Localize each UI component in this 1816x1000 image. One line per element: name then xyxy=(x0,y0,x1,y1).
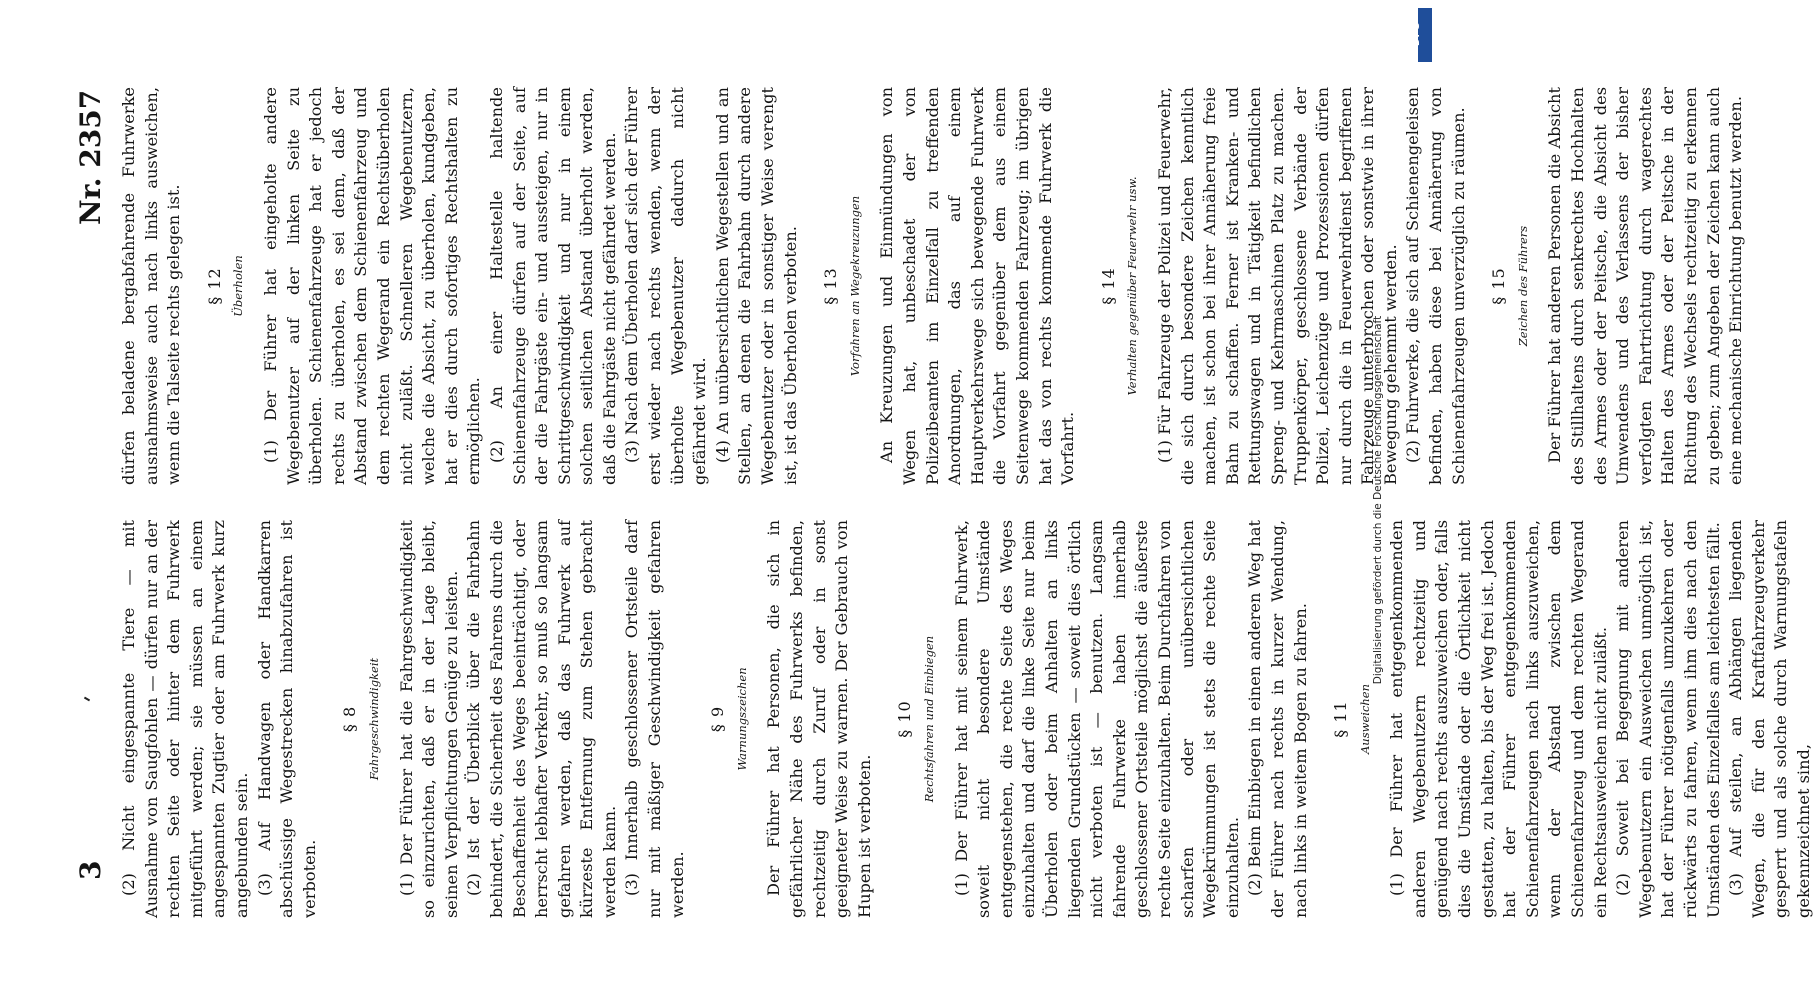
credit-text: Digitalisierung gefördert durch die Deutsche Forschungsgemeinschaft xyxy=(1372,315,1384,685)
print-mark xyxy=(84,697,90,702)
paragraph: (1) Der Führer hat entgegenkommenden anderen Wegebenutzern rechtzeitig und genügend nach rechts auszuweichen oder, falls dies die Umstände oder die Örtlichkeit nicht gestatten, zu halten, bis der Weg frei ist. Jedoch hat der Führer entgegenkommenden Schienenfahrzeugen nach links auszuweichen, wenn der Abstand zwischen dem Schienenfahrzeug und dem rechten Wegerand ein Rechtsausweichen nicht zuläßt. xyxy=(1387,520,1610,918)
paragraph: dürfen beladene bergabfahrende Fuhrwerke ausnahmsweise auch nach links ausweichen, wenn die Talseite rechts gelegen ist. xyxy=(119,87,184,485)
section-number: § 15 xyxy=(1489,267,1509,305)
section-title: Ausweichen xyxy=(1357,684,1372,754)
section-title: Vorfahren an Wegekreuzungen xyxy=(847,195,862,377)
paragraph: (3) Auf steilen, an Abhängen liegenden Wegen, die für den Kraftfahrzeugverkehr gesperrt und als solche durch Warnungstafeln gekennzeichnet sind, xyxy=(1726,520,1813,918)
text-column-right xyxy=(118,87,1748,485)
section-number: § 14 xyxy=(1098,267,1118,305)
section-number: § 12 xyxy=(204,267,224,305)
dfg-logo xyxy=(1412,8,1432,62)
paragraph: (3) Innerhalb geschlossener Ortsteile darf nur mit mäßiger Geschwindigkeit gefahren werden. xyxy=(622,520,687,918)
section-title: Rechtsfahren und Einbiegen xyxy=(922,635,936,803)
paragraph: (1) Der Führer hat die Fahrgeschwindigkeit so einzurichten, daß er in der Lage bleibt, seinen Verpflichtungen Genüge zu leisten. xyxy=(396,520,461,918)
paragraph: An Kreuzungen und Einmündungen von Wegen hat, unbeschadet der von Polizeibeamten im Einzelfall zu treffenden Anordnungen, das auf einem Hauptverkehrswege sich bewegende Fuhrwerk die Vorfahrt gegenüber dem aus einem Seitenwege kommenden Fahrzeug; im übrigen hat das von rechts kommende Fuhrwerk die Vorfahrt. xyxy=(877,87,1078,485)
digitization-credit xyxy=(1328,0,1428,1000)
section-title: Verhalten gegenüber Feuerwehr usw. xyxy=(1125,176,1140,396)
page-number: 3 xyxy=(74,860,107,880)
section-title: Überholen xyxy=(231,255,246,317)
paragraph: (2) Beim Einbiegen in einen anderen Weg hat der Führer nach rechts in kurzer Wendung, nach links in weitem Bogen zu fahren. xyxy=(1245,520,1310,918)
paragraph: (2) Nicht eingespannte Tiere — mit Ausnahme von Saugfohlen — dürfen nur an der rechten Seite oder hinter dem Fuhrwerk mitgeführt werden; sie müssen an einem angespannten Zugtier oder am Fuhrwerk kurz angebunden sein. xyxy=(119,520,251,918)
paragraph: (1) Der Führer hat mit seinem Fuhrwerk, soweit nicht besondere Umstände entgegenstehen, die rechte Seite des Weges einzuhalten und darf die linke Seite nur beim Überholen oder beim Anhalten an links liegenden Grundstücken — soweit dies örtlich nicht verboten ist — benutzen. Langsam fahrende Fuhrwerke haben innerhalb geschlossener Ortsteile möglichst die äußerste rechte Seite einzuhalten. Beim Durchfahren von scharfen oder unübersichtlichen Wegekrümmungen ist stets die rechte Seite einzuhalten. xyxy=(951,520,1242,918)
paragraph: (3) Nach dem Überholen darf sich der Führer erst wieder nach rechts wenden, wenn der überholte Wegebenutzer dadurch nicht gefährdet wird. xyxy=(622,87,710,485)
issue-number: Nr. 2357 xyxy=(74,89,107,225)
section-title: Fahrgeschwindigkeit xyxy=(366,657,381,781)
paragraph: (2) Soweit bei Begegnung mit anderen Wegebenutzern ein Ausweichen unmöglich ist, hat der Führer nötigenfalls umzukehren oder rückwärts zu fahren, wenn ihm dies nach den Umständen des Einzelfalles am leichtesten fällt. xyxy=(1613,520,1723,918)
section-title: Zeichen des Führers xyxy=(1515,225,1530,347)
text-column-left xyxy=(118,520,1816,918)
section-number: § 10 xyxy=(895,700,915,738)
paragraph: (4) An unübersichtlichen Wegestellen und an Stellen, an denen die Fahrbahn durch andere Wegebenutzer oder in sonstiger Weise verengt ist, ist das Überholen verboten. xyxy=(712,87,800,485)
section-number: § 8 xyxy=(340,705,360,733)
section-number: § 9 xyxy=(708,705,728,733)
paragraph: (2) Fuhrwerke, die sich auf Schienengeleisen befinden, haben diese bei Annäherung von Schienenfahrzeugen unverzüglich zu räumen. xyxy=(1403,87,1468,485)
paragraph: (1) Für Fahrzeuge der Polizei und Feuerwehr, die sich durch besondere Zeichen kenntlich machen, ist schon bei ihrer Annäherung freie Bahn zu schaffen. Ferner ist Kranken- und Rettungswagen und in Tätigkeit befindlichen Spreng- und Kehrmaschinen Platz zu machen. Truppenkörper, geschlossene Verbände der Polizei, Leichenzüge und Prozessionen dürfen nur durch die in Feuerwehrdienst begriffenen Fahrzeuge unterbrochen oder sonstwie in ihrer Bewegung gehemmt werden. xyxy=(1154,87,1400,485)
paragraph: (1) Der Führer hat eingeholte andere Wegebenutzer auf der linken Seite zu überholen. Schienenfahrzeuge hat er jedoch rechts zu überholen, es sei denn, daß der Abstand zwischen dem Schienenfahrzeug und dem rechten Wegerand ein Rechtsüberholen nicht zuläßt. Schnelleren Wegebenutzern, welche die Absicht, zu überholen, kundgeben, hat er dies durch sofortiges Rechtshalten zu ermöglichen. xyxy=(260,87,484,485)
section-title: Warnungszeichen xyxy=(734,667,749,771)
paragraph: (2) Ist der Überblick über die Fahrbahn behindert, die Sicherheit des Fahrens durch die Beschaffenheit des Weges beeinträchtigt, oder herrscht lebhafter Verkehr, so muß so langsam gefahren werden, daß das Fuhrwerk auf kürzeste Entfernung zum Stehen gebracht werden kann. xyxy=(464,520,619,918)
paragraph: Der Führer hat anderen Personen die Absicht des Stillhaltens durch senkrechtes Hochhalten des Armes oder der Peitsche, die Absicht des Umwendens und des Verlassens der bisher verfolgten Fahrtrichtung durch wagerechtes Halten des Armes oder der Peitsche in der Richtung des Wechsels rechtzeitig zu erkennen zu geben; zum Angeben der Zeichen kann auch eine mechanische Einrichtung benutzt werden. xyxy=(1545,87,1746,485)
paragraph: Der Führer hat Personen, die sich in gefährlicher Nähe des Fuhrwerks befinden, rechtzeitig durch Zuruf oder in sonst geeigneter Weise zu warnen. Der Gebrauch von Hupen ist verboten. xyxy=(764,520,874,918)
section-number: § 13 xyxy=(821,267,841,305)
paragraph: (2) An einer Haltestelle haltende Schienenfahrzeuge dürfen auf der Seite, auf der die Fahrgäste ein- und aussteigen, nur in Schrittgeschwindigkeit und nur in einem solchen seitlichen Abstand überholt werden, daß die Fahrgäste nicht gefährdet werden. xyxy=(486,87,619,485)
section-number: § 11 xyxy=(1331,700,1351,738)
dfg-logo-text: DFG xyxy=(1412,21,1423,47)
paragraph: (3) Auf Handwagen oder Handkarren abschüssige Wegestrecken hinabzufahren ist verboten. xyxy=(254,520,319,918)
